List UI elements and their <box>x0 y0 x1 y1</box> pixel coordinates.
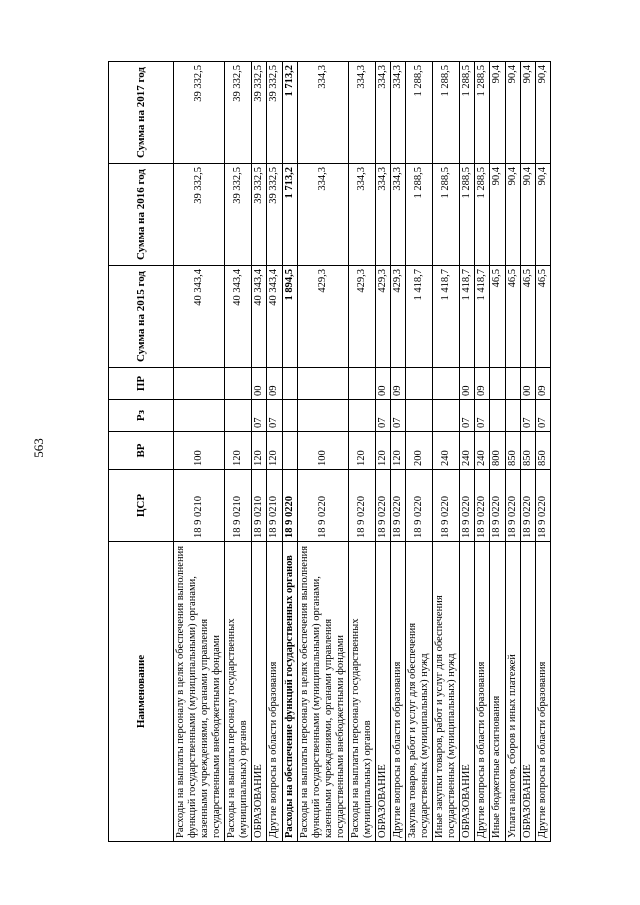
cell-sum-2017: 39 332,5 <box>267 62 282 164</box>
cell-sum-2015: 429,3 <box>348 266 375 368</box>
cell-name: ОБРАЗОВАНИЕ <box>252 542 267 842</box>
cell-sum-2017: 334,3 <box>348 62 375 164</box>
cell-vr: 850 <box>520 432 535 470</box>
table-row <box>375 62 390 842</box>
cell-sum-2016: 334,3 <box>375 164 390 266</box>
cell-sum-2015: 1 418,7 <box>475 266 490 368</box>
cell-sum-2017: 90,4 <box>535 62 550 164</box>
cell-sum-2016: 39 332,5 <box>252 164 267 266</box>
table-row <box>433 62 460 842</box>
cell-sum-2017: 1 288,5 <box>433 62 460 164</box>
table-row <box>174 62 225 842</box>
cell-pr <box>406 368 433 400</box>
table-row <box>505 62 520 842</box>
cell-pr: 00 <box>375 368 390 400</box>
cell-pr: 09 <box>391 368 406 400</box>
cell-name: Расходы на выплаты персоналу государственных (муниципальных) органов <box>225 542 252 842</box>
cell-pr <box>490 368 505 400</box>
cell-rz: 07 <box>267 400 282 432</box>
cell-name: Иные бюджетные ассигнования <box>490 542 505 842</box>
cell-sum-2015: 46,5 <box>505 266 520 368</box>
header-vr: ВР <box>109 432 174 470</box>
cell-sum-2016: 1 713,2 <box>282 164 297 266</box>
cell-name: Расходы на обеспечение функций государственных органов <box>282 542 297 842</box>
cell-pr: 09 <box>535 368 550 400</box>
cell-sum-2017: 334,3 <box>375 62 390 164</box>
cell-rz <box>348 400 375 432</box>
header-sum-2017: Сумма на 2017 год <box>109 62 174 164</box>
cell-csr: 18 9 0220 <box>375 470 390 542</box>
cell-sum-2015: 46,5 <box>520 266 535 368</box>
table-row <box>490 62 505 842</box>
cell-sum-2016: 334,3 <box>391 164 406 266</box>
cell-pr <box>433 368 460 400</box>
cell-vr: 850 <box>535 432 550 470</box>
cell-sum-2016: 1 288,5 <box>475 164 490 266</box>
cell-csr: 18 9 0220 <box>406 470 433 542</box>
cell-sum-2017: 90,4 <box>490 62 505 164</box>
header-sum-2016: Сумма на 2016 год <box>109 164 174 266</box>
cell-name: Иные закупки товаров, работ и услуг для обеспечения государственных (муниципальных) нужд <box>433 542 460 842</box>
cell-vr: 200 <box>406 432 433 470</box>
page-number: 563 <box>31 438 46 458</box>
cell-sum-2017: 1 288,5 <box>475 62 490 164</box>
cell-sum-2017: 90,4 <box>520 62 535 164</box>
cell-sum-2016: 90,4 <box>535 164 550 266</box>
cell-sum-2016: 39 332,5 <box>267 164 282 266</box>
table-row <box>348 62 375 842</box>
table-row <box>225 62 252 842</box>
budget-table-region <box>108 62 548 842</box>
cell-sum-2015: 40 343,4 <box>225 266 252 368</box>
header-rz: Рз <box>109 400 174 432</box>
cell-vr: 240 <box>433 432 460 470</box>
cell-csr: 18 9 0220 <box>475 470 490 542</box>
cell-sum-2015: 40 343,4 <box>267 266 282 368</box>
table-row <box>520 62 535 842</box>
cell-sum-2015: 429,3 <box>375 266 390 368</box>
cell-name: Другие вопросы в области образования <box>391 542 406 842</box>
cell-sum-2016: 90,4 <box>520 164 535 266</box>
cell-sum-2016: 39 332,5 <box>225 164 252 266</box>
cell-sum-2017: 1 288,5 <box>460 62 475 164</box>
cell-sum-2017: 90,4 <box>505 62 520 164</box>
cell-sum-2017: 334,3 <box>297 62 348 164</box>
cell-csr: 18 9 0220 <box>433 470 460 542</box>
cell-sum-2017: 39 332,5 <box>252 62 267 164</box>
cell-sum-2015: 429,3 <box>297 266 348 368</box>
cell-rz: 07 <box>391 400 406 432</box>
table-row <box>252 62 267 842</box>
cell-name: ОБРАЗОВАНИЕ <box>460 542 475 842</box>
cell-rz <box>433 400 460 432</box>
cell-name: Другие вопросы в области образования <box>267 542 282 842</box>
cell-sum-2016: 90,4 <box>505 164 520 266</box>
table-row <box>391 62 406 842</box>
header-sum-2015: Сумма на 2015 год <box>109 266 174 368</box>
cell-name: Другие вопросы в области образования <box>535 542 550 842</box>
cell-csr: 18 9 0220 <box>282 470 297 542</box>
cell-rz <box>505 400 520 432</box>
cell-rz: 07 <box>535 400 550 432</box>
table-row <box>267 62 282 842</box>
cell-vr: 120 <box>391 432 406 470</box>
cell-name: ОБРАЗОВАНИЕ <box>520 542 535 842</box>
cell-sum-2015: 46,5 <box>490 266 505 368</box>
cell-sum-2016: 1 288,5 <box>406 164 433 266</box>
cell-rz: 07 <box>460 400 475 432</box>
cell-rz: 07 <box>475 400 490 432</box>
cell-vr: 100 <box>297 432 348 470</box>
cell-sum-2016: 334,3 <box>348 164 375 266</box>
cell-sum-2015: 1 418,7 <box>406 266 433 368</box>
cell-rz <box>406 400 433 432</box>
cell-rz: 07 <box>252 400 267 432</box>
cell-rz <box>225 400 252 432</box>
cell-csr: 18 9 0220 <box>391 470 406 542</box>
cell-csr: 18 9 0220 <box>490 470 505 542</box>
cell-rz <box>490 400 505 432</box>
cell-csr: 18 9 0220 <box>520 470 535 542</box>
cell-name: Расходы на выплаты персоналу в целях обеспечения выполнения функций государственными (муниципальными) органами, казенными учреждениями, органами управления государственными внебюджетными фондами <box>174 542 225 842</box>
cell-vr: 120 <box>375 432 390 470</box>
cell-name: Расходы на выплаты персоналу государственных (муниципальных) органов <box>348 542 375 842</box>
cell-rz <box>297 400 348 432</box>
cell-pr <box>505 368 520 400</box>
table-row <box>475 62 490 842</box>
cell-name: Закупка товаров, работ и услуг для обеспечения государственных (муниципальных) нужд <box>406 542 433 842</box>
cell-sum-2015: 1 418,7 <box>433 266 460 368</box>
table-row <box>282 62 297 842</box>
table-row <box>406 62 433 842</box>
cell-rz: 07 <box>375 400 390 432</box>
cell-sum-2017: 1 713,2 <box>282 62 297 164</box>
cell-pr: 00 <box>252 368 267 400</box>
cell-vr: 120 <box>267 432 282 470</box>
cell-sum-2017: 334,3 <box>391 62 406 164</box>
cell-pr <box>174 368 225 400</box>
cell-vr: 800 <box>490 432 505 470</box>
table-row <box>535 62 550 842</box>
cell-pr: 00 <box>520 368 535 400</box>
cell-sum-2016: 1 288,5 <box>460 164 475 266</box>
cell-rz <box>282 400 297 432</box>
cell-name: Расходы на выплаты персоналу в целях обеспечения выполнения функций государственными (муниципальными) органами, казенными учреждениями, органами управления государственными внебюджетными фондами <box>297 542 348 842</box>
cell-pr <box>297 368 348 400</box>
cell-csr: 18 9 0210 <box>225 470 252 542</box>
cell-vr: 120 <box>348 432 375 470</box>
cell-vr: 240 <box>475 432 490 470</box>
cell-name: Уплата налогов, сборов и иных платежей <box>505 542 520 842</box>
cell-sum-2015: 1 418,7 <box>460 266 475 368</box>
cell-sum-2016: 1 288,5 <box>433 164 460 266</box>
cell-name: ОБРАЗОВАНИЕ <box>375 542 390 842</box>
cell-sum-2015: 46,5 <box>535 266 550 368</box>
header-row <box>109 62 174 842</box>
table-row <box>297 62 348 842</box>
cell-sum-2016: 334,3 <box>297 164 348 266</box>
cell-sum-2017: 39 332,5 <box>225 62 252 164</box>
header-name: Наименование <box>109 542 174 842</box>
cell-csr: 18 9 0220 <box>460 470 475 542</box>
cell-name: Другие вопросы в области образования <box>475 542 490 842</box>
cell-csr: 18 9 0220 <box>505 470 520 542</box>
cell-csr: 18 9 0210 <box>252 470 267 542</box>
budget-table <box>108 61 551 842</box>
cell-vr: 100 <box>174 432 225 470</box>
cell-csr: 18 9 0220 <box>535 470 550 542</box>
cell-vr <box>282 432 297 470</box>
cell-vr: 240 <box>460 432 475 470</box>
cell-pr <box>225 368 252 400</box>
cell-sum-2016: 90,4 <box>490 164 505 266</box>
cell-csr: 18 9 0220 <box>348 470 375 542</box>
rotated-page-content <box>108 62 548 842</box>
cell-csr: 18 9 0210 <box>174 470 225 542</box>
cell-pr: 09 <box>267 368 282 400</box>
cell-sum-2017: 39 332,5 <box>174 62 225 164</box>
cell-rz <box>174 400 225 432</box>
cell-csr: 18 9 0220 <box>297 470 348 542</box>
cell-sum-2017: 1 288,5 <box>406 62 433 164</box>
cell-rz: 07 <box>520 400 535 432</box>
cell-vr: 120 <box>225 432 252 470</box>
header-pr: ПР <box>109 368 174 400</box>
cell-sum-2015: 40 343,4 <box>252 266 267 368</box>
cell-sum-2015: 429,3 <box>391 266 406 368</box>
cell-pr <box>348 368 375 400</box>
cell-pr: 09 <box>475 368 490 400</box>
cell-vr: 850 <box>505 432 520 470</box>
cell-pr <box>282 368 297 400</box>
cell-vr: 120 <box>252 432 267 470</box>
cell-pr: 00 <box>460 368 475 400</box>
table-row <box>460 62 475 842</box>
cell-csr: 18 9 0210 <box>267 470 282 542</box>
header-csr: ЦСР <box>109 470 174 542</box>
cell-sum-2015: 40 343,4 <box>174 266 225 368</box>
cell-sum-2016: 39 332,5 <box>174 164 225 266</box>
cell-sum-2015: 1 894,5 <box>282 266 297 368</box>
